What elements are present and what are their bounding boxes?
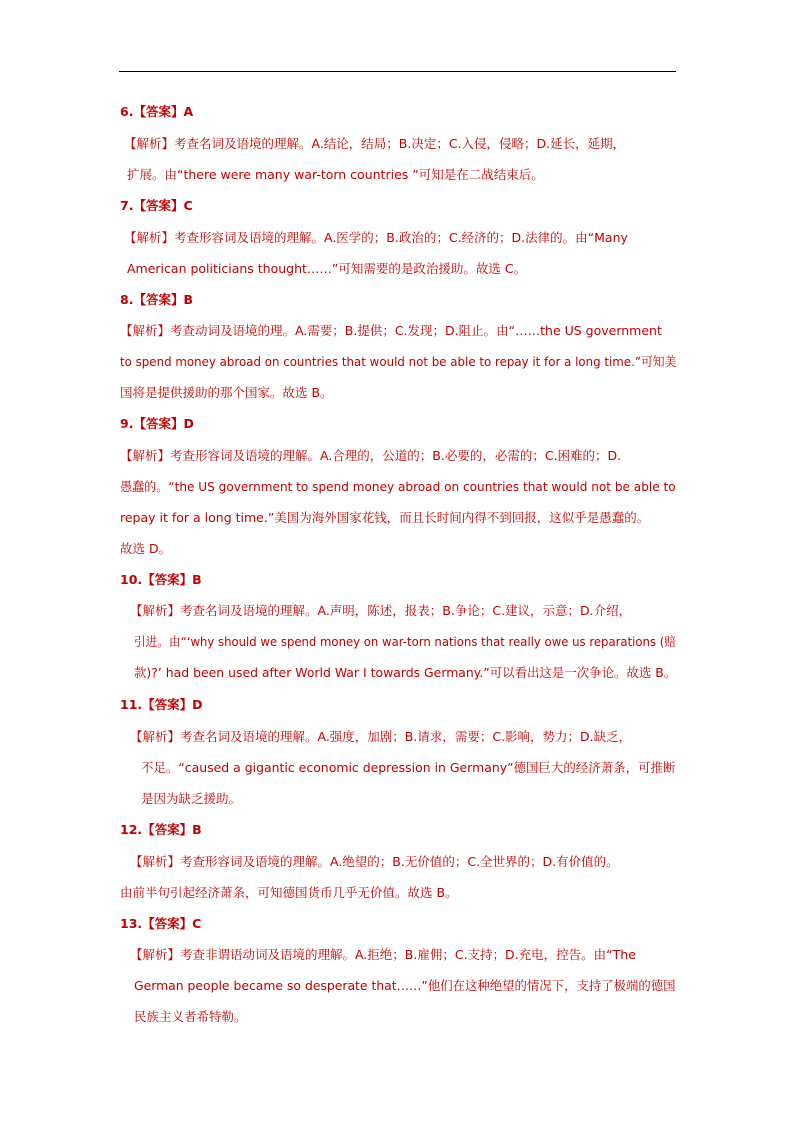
answer-heading-10: 10.【答案】B (120, 572, 202, 587)
explanation-line: 款)?’ had been used after World War I towards Germany.”可以看出这是一次争论。故选 B。 (134, 665, 677, 680)
explanation-line: to spend money abroad on countries that would not be able to repay it for a long time.”可知美 (120, 354, 677, 369)
answer-heading-9: 9.【答案】D (120, 416, 194, 431)
explanation-line: 是因为缺乏援助。 (141, 791, 242, 806)
answer-heading-7: 7.【答案】C (120, 198, 193, 213)
answer-heading-6: 6.【答案】A (120, 104, 194, 119)
explanation-line: 国将是提供援助的那个国家。故选 B。 (120, 385, 333, 400)
explanation-line: 【解析】考查名词及语境的理解。A.声明，陈述，报表；B.争论；C.建议，示意；D.介绍， (130, 603, 632, 618)
explanation-line: 不足。“caused a gigantic economic depression in Germany”德国巨大的经济萧条，可推断 (141, 760, 676, 775)
explanation-line: 扩展。由“there were many war-torn countries ”可知是在二战结束后。 (127, 167, 544, 182)
explanation-line: 引进。由“‘why should we spend money on war-torn nations that really owe us reparations (赔 (134, 634, 676, 649)
explanation-line: German people became so desperate that……”他们在这种绝望的情况下，支持了极端的德国 (134, 978, 676, 993)
explanation-line: 【解析】考查动词及语境的理。A.需要；B.提供；C.发现；D.阻止。由“……the US government (120, 323, 662, 338)
explanation-line: 【解析】考查形容词及语境的理解。A.绝望的；B.无价值的；C.全世界的；D.有价值的。 (130, 854, 619, 869)
explanation-line: 【解析】考查非谓语动词及语境的理解。A.拒绝；B.雇佣；C.支持；D.充电，控告。由“The (130, 947, 636, 962)
explanation-line: 【解析】考查名词及语境的理解。A.结论，结局；B.决定；C.入侵，侵略；D.延长，延期， (124, 136, 626, 151)
explanation-line: 【解析】考查形容词及语境的理解。A.医学的；B.政治的；C.经济的；D.法律的。由“Many (124, 230, 628, 245)
explanation-line: 故选 D。 (120, 541, 172, 556)
answer-heading-11: 11.【答案】D (120, 697, 203, 712)
explanation-line: 由前半句引起经济萧条，可知德国货币几乎无价值。故选 B。 (120, 885, 458, 900)
answer-heading-8: 8.【答案】B (120, 292, 193, 307)
explanation-line: 【解析】考查名词及语境的理解。A.强度，加剧；B.请求，需要；C.影响，势力；D.缺乏， (130, 729, 632, 744)
explanation-line: 民族主义者希特勒。 (134, 1009, 247, 1024)
answer-heading-13: 13.【答案】C (120, 916, 202, 931)
explanation-line: repay it for a long time.”美国为海外国家花钱，而且长时间内得不到回报，这似乎是愚蠢的。 (120, 510, 650, 525)
header-rule (119, 71, 676, 72)
explanation-line: American politicians thought……”可知需要的是政治援助。故选 C。 (127, 261, 527, 276)
explanation-line: 愚蠢的。“the US government to spend money abroad on countries that would not be able to (120, 479, 676, 494)
answer-heading-12: 12.【答案】B (120, 822, 202, 837)
explanation-line: 【解析】考查形容词及语境的理解。A.合理的，公道的；B.必要的，必需的；C.困难的；D. (120, 448, 622, 463)
